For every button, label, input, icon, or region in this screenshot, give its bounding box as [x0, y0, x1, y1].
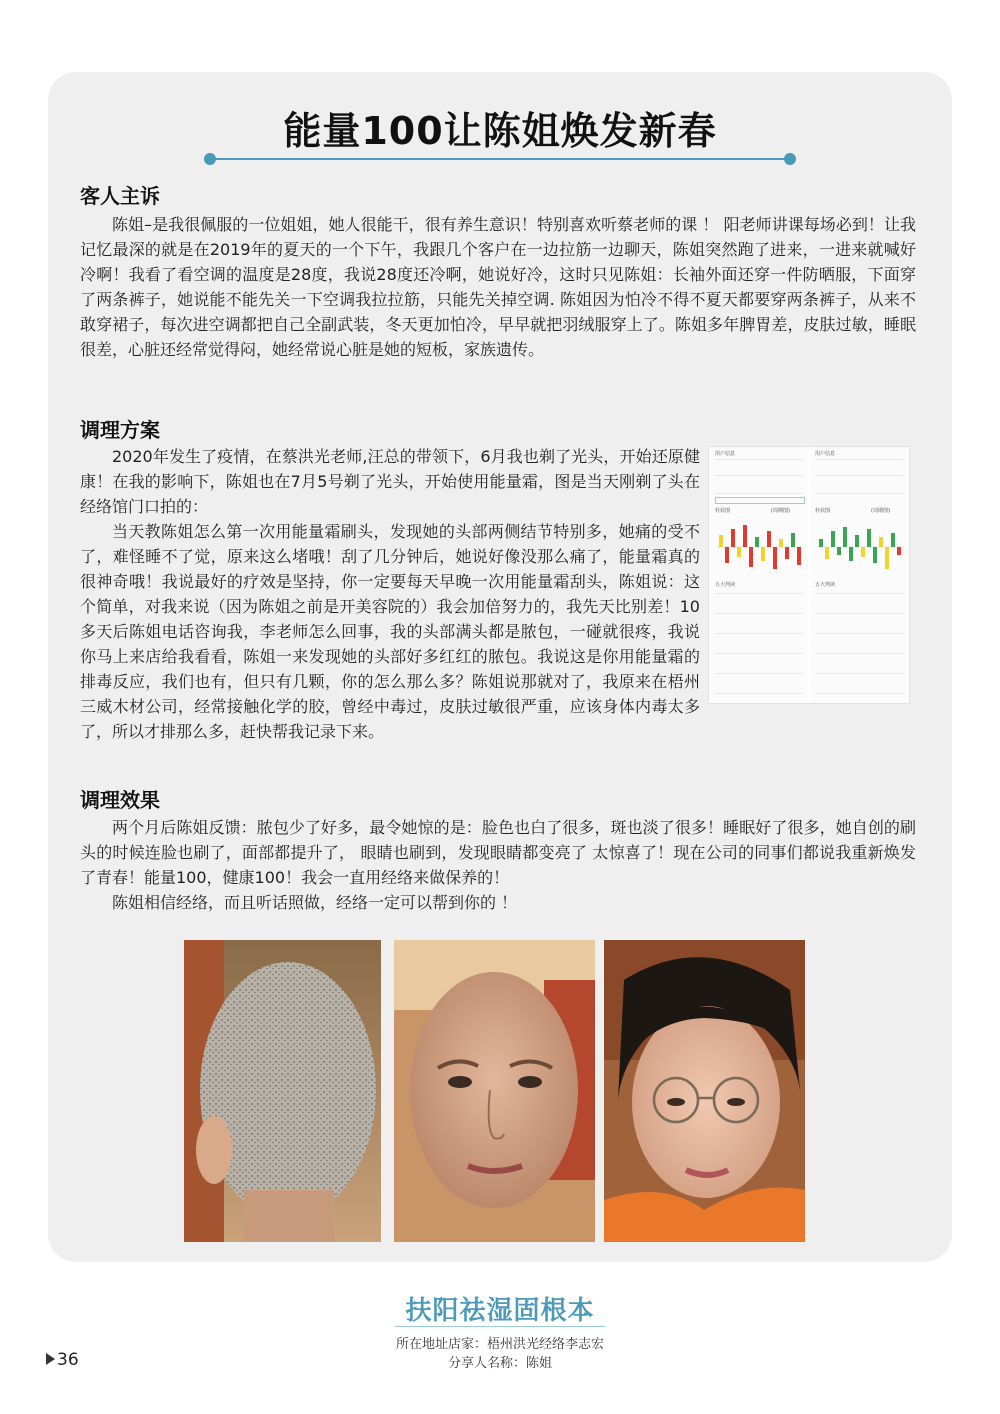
section-body-result [80, 815, 916, 915]
divider [715, 613, 803, 614]
paragraph: 当天教陈姐怎么第一次用能量霜刷头，发现她的头部两侧结节特别多，她痛的受不了，难怪睡不了觉，原来这么堵哦！刮了几分钟后，她说好像没那么痛了，能量霜真的很神奇哦！我说最好的疗效是坚持，你一定要每天早晚一次用能量霜刮头，陈姐说：这个简单，对我来说（因为陈姐之前是开美容院的）我会加倍努力的，我先天比别差！10多天后陈姐电话咨询我，李老师怎么回事，我的头部满头都是脓包，一碰就很疼，我说你马上来店给我看看，陈姐一来发现她的头部好多红红的脓包。我说这是你用能量霜的排毒反应，我们也有，但只有几颗，你的怎么那么多？陈姐说那就对了，我原来在梧州三威木材公司，经常接触化学的胶，曾经中毒过，皮肤过敏很严重，应该身体内毒太多了，所以才排那么多，赶快帮我记录下来。 [80, 522, 700, 741]
bar-chart-right [813, 517, 905, 577]
page-number-text: 36 [57, 1350, 79, 1370]
app-screenshots [708, 446, 910, 704]
divider [815, 673, 903, 674]
phone-screen-left [711, 447, 807, 703]
divider [815, 633, 903, 634]
paragraph: 两个月后陈姐反馈：脓包少了好多，最令她惊的是：脸色也白了很多，斑也淡了很多！睡眠好了很多，她自创的刷头的时候连脸也刷了，面部都提升了， 眼睛也刷到，发现眼睛都变亮了 太惊喜了！现在公司的同事们都说我重新焕发了青春！能量100，健康100！我会一直用经络来做保养的！ [80, 818, 916, 887]
paragraph: 陈姐相信经络，而且听话照做，经络一定可以帮到你的 ！ [112, 893, 518, 912]
section-body-complaint [80, 212, 916, 362]
divider [715, 653, 803, 654]
footer-sharer: 分享人名称：陈姐 [447, 1356, 552, 1371]
divider [815, 493, 903, 494]
divider [715, 459, 803, 460]
footer-rule [395, 1326, 605, 1327]
divider [715, 493, 803, 494]
photo-face-after [604, 940, 805, 1242]
paragraph: 2020年发生了疫情，在蔡洪光老师,汪总的带领下，6月我也剃了光头，开始还原健康！在我的影响下，陈姐也在7月5号剃了光头，开始使用能量霜，图是当天刚剃了头在经络馆门口拍的： [80, 447, 700, 516]
page-arrow-icon [46, 1353, 55, 1365]
period-label: (周期图) [871, 508, 890, 514]
page-number [46, 1350, 79, 1370]
bar-chart-label: 柱状图 [815, 508, 831, 514]
divider [815, 475, 903, 476]
divider [715, 593, 803, 594]
title-rule-dot-right [784, 153, 796, 165]
bar-chart-left [713, 517, 805, 577]
user-info-label: 用户信息 [815, 451, 836, 457]
divider [715, 673, 803, 674]
article-card [48, 72, 952, 1262]
title-rule [210, 158, 790, 160]
bar-chart-label: 柱状图 [715, 508, 731, 514]
divider [815, 653, 903, 654]
divider [715, 693, 803, 694]
phone-screen-right [811, 447, 907, 703]
article-title: 能量100让陈姐焕发新春 [283, 109, 717, 153]
section-heading-result: 调理效果 [80, 788, 160, 812]
section-body-plan [80, 444, 700, 744]
divider [715, 475, 803, 476]
section-heading-complaint: 客人主诉 [80, 184, 160, 208]
period-label: (周期图) [771, 508, 790, 514]
paragraph: 陈姐–是我很佩服的一位姐姐，她人很能干，很有养生意识！特别喜欢听蔡老师的课 ！ 阳老师讲课每场必到！让我记忆最深的就是在2019年的夏天的一个下午，我跟几个客户在一边拉筋一边聊天，陈姐突然跑了进来，一进来就喊好冷啊！我看了看空调的温度是28度，我说28度还冷啊，她说好冷，这时只见陈姐：长袖外面还穿一件防晒服，下面穿了两条裤子，她说能不能先关一下空调我拉拉筋，只能先关掉空调. 陈姐因为怕冷不得不夏天都要穿两条裤子，从来不敢穿裙子，每次进空调都把自己全副武装，冬天更加怕冷，早早就把羽绒服穿上了。陈姐多年脾胃差，皮肤过敏，睡眠很差，心脏还经常觉得闷，她经常说心脏是她的短板，家族遗传。 [80, 215, 916, 359]
info-bar [715, 497, 805, 504]
divider [815, 693, 903, 694]
photo-face-shaved [394, 940, 595, 1242]
five-readings-label: 五大判读 [715, 582, 736, 588]
footer-slogan: 扶阳祛湿固根本 [405, 1296, 595, 1326]
footer-address: 所在地址店家：梧州洪光经络李志宏 [395, 1337, 604, 1352]
photo-back-of-head [184, 940, 381, 1242]
user-info-label: 用户信息 [715, 451, 736, 457]
divider [815, 613, 903, 614]
divider [715, 633, 803, 634]
five-readings-label: 五大判读 [815, 582, 836, 588]
section-heading-plan: 调理方案 [80, 418, 160, 442]
divider [815, 593, 903, 594]
divider [815, 459, 903, 460]
